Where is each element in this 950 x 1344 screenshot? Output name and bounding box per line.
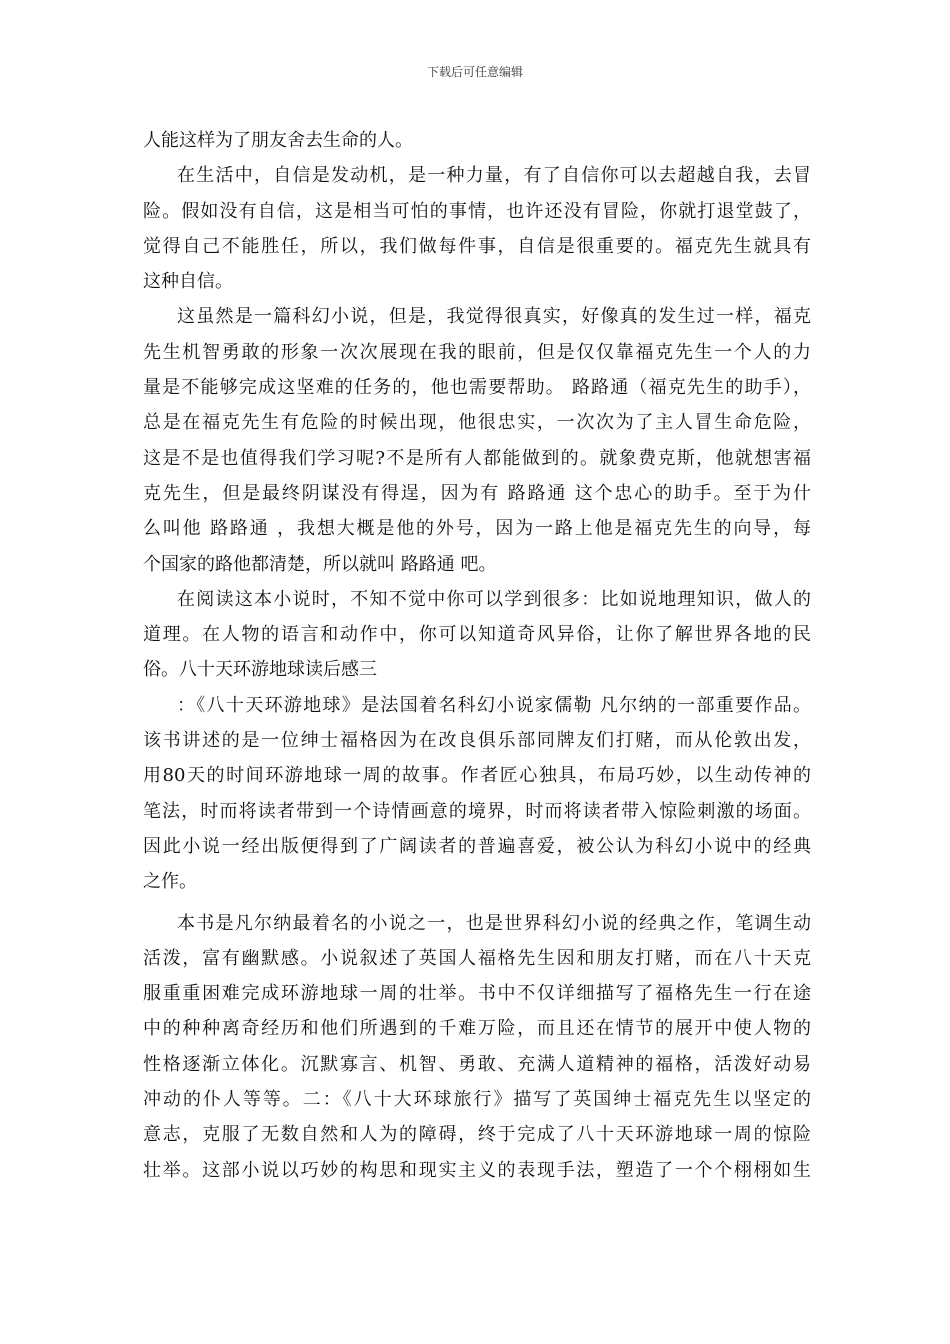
text-line: 个国家的路他都清楚，所以就叫 路路通 吧。	[143, 553, 497, 575]
text-line: 用80天的时间环游地球一周的故事。作者匠心独具，布局巧妙，以生动传神的	[143, 765, 811, 787]
text-line: 在生活中，自信是发动机，是一种力量，有了自信你可以去超越自我，去冒	[177, 165, 811, 187]
page-header: 下载后可任意编辑	[426, 65, 523, 79]
text-line: 服重重困难完成环游地球一周的壮举。书中不仅详细描写了福格先生一行在途	[143, 983, 811, 1005]
text-line: 性格逐渐立体化。沉默寡言、机智、勇敢、充满人道精神的福格，活泼好动易	[143, 1053, 811, 1075]
text-line: 俗。八十天环游地球读后感三	[143, 659, 377, 681]
text-line: 这种自信。	[143, 271, 233, 293]
text-line: 么叫他 路路通 ，我想大概是他的外号，因为一路上他是福克先生的向导，每	[143, 518, 811, 540]
text-line: 觉得自己不能胜任，所以，我们做每件事，自信是很重要的。福克先生就具有	[143, 235, 811, 257]
text-line: ：《八十天环游地球》是法国着名科幻小说家儒勒 凡尔纳的一部重要作品。	[177, 694, 811, 716]
text-line: 道理。在人物的语言和动作中，你可以知道奇风异俗，让你了解世界各地的民	[143, 624, 811, 646]
text-line: 冲动的仆人等等。二：《八十大环球旅行》描写了英国绅士福克先生以坚定的	[143, 1089, 811, 1111]
text-line: 意志，克服了无数自然和人为的障碍，终于完成了八十天环游地球一周的惊险	[143, 1124, 811, 1146]
text-line: 量是不能够完成这坚难的任务的，他也需要帮助。 路路通（福克先生的助手），	[143, 377, 811, 399]
text-line: 总是在福克先生有危险的时候出现，他很忠实，一次次为了主人冒生命危险，	[143, 412, 811, 434]
text-line: 该书讲述的是一位绅士福格因为在改良俱乐部同牌友们打赌，而从伦敦出发，	[143, 730, 811, 752]
text-line: 因此小说一经出版便得到了广阔读者的普遍喜爱，被公认为科幻小说中的经典	[143, 835, 811, 857]
text-line: 活泼，富有幽默感。小说叙述了英国人福格先生因和朋友打赌，而在八十天克	[143, 947, 811, 969]
text-line: 人能这样为了朋友舍去生命的人。	[143, 130, 413, 151]
text-line: 克先生，但是最终阴谋没有得逞，因为有 路路通 这个忠心的助手。至于为什	[143, 482, 811, 504]
text-line: 笔法，时而将读者带到一个诗情画意的境界，时而将读者带入惊险刺激的场面。	[143, 800, 811, 822]
text-line: 中的种种离奇经历和他们所遇到的千难万险，而且还在情节的展开中使人物的	[143, 1018, 811, 1040]
text-line: 险。假如没有自信，这是相当可怕的事情，也许还没有冒险，你就打退堂鼓了，	[143, 200, 811, 222]
text-line: 这虽然是一篇科幻小说，但是，我觉得很真实，好像真的发生过一样，福克	[177, 306, 811, 328]
text-line: 本书是凡尔纳最着名的小说之一，也是世界科幻小说的经典之作，笔调生动	[177, 912, 811, 934]
text-line: 之作。	[143, 871, 197, 893]
text-line: 壮举。这部小说以巧妙的构思和现实主义的表现手法，塑造了一个个栩栩如生	[143, 1159, 811, 1181]
document-body	[143, 123, 811, 1188]
text-line: 先生机智勇敢的形象一次次展现在我的眼前，但是仅仅靠福克先生一个人的力	[143, 341, 811, 363]
text-line: 这是不是也值得我们学习呢?不是所有人都能做到的。就象费克斯，他就想害福	[143, 447, 811, 469]
text-line: 在阅读这本小说时，不知不觉中你可以学到很多：比如说地理知识，做人的	[177, 588, 811, 610]
